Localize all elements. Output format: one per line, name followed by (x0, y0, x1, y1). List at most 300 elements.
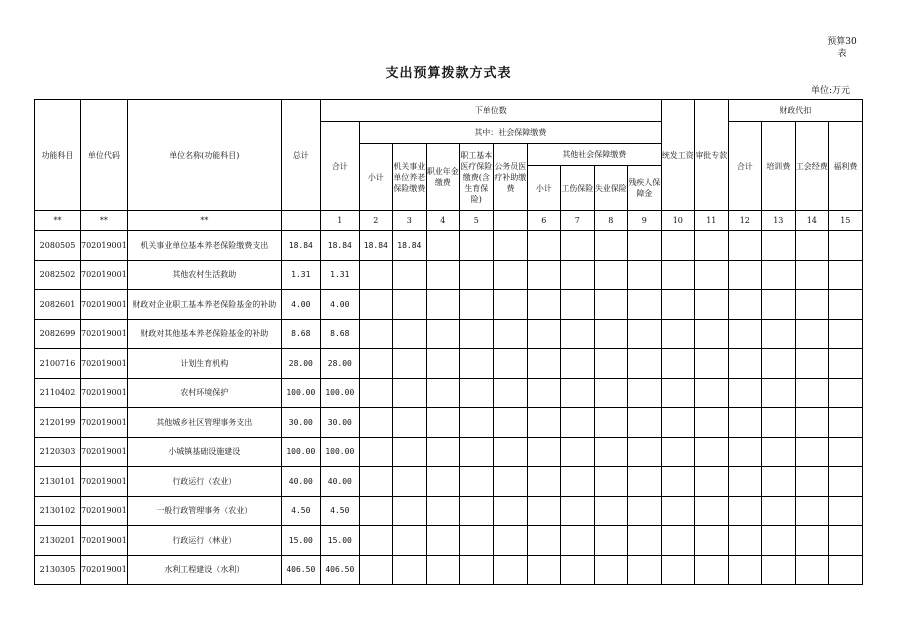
empty-cell (694, 260, 728, 290)
empty-cell (761, 378, 795, 408)
func-code-cell: 2130102 (35, 496, 81, 526)
social-subtotal-cell (359, 408, 392, 438)
unit-code-cell: 702019001 (81, 290, 128, 320)
empty-cell (661, 408, 694, 438)
empty-cell (594, 526, 627, 556)
org-pension-cell (392, 437, 426, 467)
index-cell: 2 (359, 211, 392, 231)
subtotal-cell: 30.00 (320, 408, 359, 438)
header-occupational-annuity: 职业年金缴费 (426, 144, 459, 211)
empty-cell (459, 408, 493, 438)
unit-label: 单位:万元 (810, 86, 850, 96)
empty-cell (459, 526, 493, 556)
empty-cell (459, 437, 493, 467)
unit-name-cell: 计划生育机构 (127, 349, 281, 379)
subtotal-cell: 15.00 (320, 526, 359, 556)
header-unemployment: 失业保险 (594, 166, 627, 211)
unit-code-cell: 702019001 (81, 378, 128, 408)
empty-cell (694, 378, 728, 408)
form-number (822, 36, 862, 60)
empty-cell (627, 467, 661, 497)
empty-cell (627, 319, 661, 349)
total-cell: 28.00 (281, 349, 320, 379)
social-subtotal-cell (359, 467, 392, 497)
empty-cell (795, 349, 828, 379)
index-cell: 15 (828, 211, 862, 231)
unit-code-cell: 702019001 (81, 555, 128, 585)
empty-cell (560, 378, 594, 408)
subtotal-cell: 4.50 (320, 496, 359, 526)
empty-cell (728, 496, 761, 526)
empty-cell (795, 526, 828, 556)
func-code-cell: 2120199 (35, 408, 81, 438)
empty-cell (795, 467, 828, 497)
empty-cell (426, 260, 459, 290)
empty-cell (594, 319, 627, 349)
empty-cell (761, 231, 795, 261)
empty-cell (627, 290, 661, 320)
empty-cell (728, 231, 761, 261)
func-code-cell: 2130201 (35, 526, 81, 556)
empty-cell (560, 260, 594, 290)
org-pension-cell: 18.84 (392, 231, 426, 261)
empty-cell (493, 290, 527, 320)
index-cell: 6 (527, 211, 560, 231)
empty-cell (795, 437, 828, 467)
empty-cell (728, 260, 761, 290)
total-cell: 40.00 (281, 467, 320, 497)
empty-cell (761, 319, 795, 349)
empty-cell (459, 378, 493, 408)
header-of-which-social: 其中：社会保障缴费 (359, 122, 661, 144)
index-cell: 3 (392, 211, 426, 231)
empty-cell (694, 467, 728, 497)
empty-cell (594, 231, 627, 261)
empty-cell (828, 260, 862, 290)
budget-table (34, 99, 863, 585)
org-pension-cell (392, 526, 426, 556)
empty-cell (493, 555, 527, 585)
header-lower-unit: 下单位数 (320, 100, 661, 122)
unit-code-cell: 702019001 (81, 349, 128, 379)
empty-cell (426, 437, 459, 467)
index-cell: 9 (627, 211, 661, 231)
func-code-cell: 2130101 (35, 467, 81, 497)
empty-cell (560, 526, 594, 556)
empty-cell (661, 555, 694, 585)
empty-cell (426, 231, 459, 261)
empty-cell (728, 319, 761, 349)
header-disabled: 残疾人保障金 (627, 166, 661, 211)
subtotal-cell: 406.50 (320, 555, 359, 585)
index-cell: 5 (459, 211, 493, 231)
unit-name-cell: 行政运行（农业） (127, 467, 281, 497)
unit-name-cell: 机关事业单位基本养老保险缴费支出 (127, 231, 281, 261)
unit-name-cell: 一般行政管理事务（农业） (127, 496, 281, 526)
index-cell: 10 (661, 211, 694, 231)
empty-cell (560, 408, 594, 438)
header-org-pension: 机关事业单位养老保险缴费 (392, 144, 426, 211)
subtotal-cell: 100.00 (320, 437, 359, 467)
subtotal-cell: 4.00 (320, 290, 359, 320)
empty-cell (459, 349, 493, 379)
empty-cell (828, 378, 862, 408)
table-row (35, 555, 863, 585)
empty-cell (694, 496, 728, 526)
empty-cell (694, 555, 728, 585)
org-pension-cell (392, 319, 426, 349)
table-row (35, 467, 863, 497)
empty-cell (761, 467, 795, 497)
unit-name-cell: 财政对企业职工基本养老保险基金的补助 (127, 290, 281, 320)
empty-cell (828, 555, 862, 585)
empty-cell (661, 496, 694, 526)
org-pension-cell (392, 260, 426, 290)
empty-cell (828, 408, 862, 438)
index-cell: ** (127, 211, 281, 231)
empty-cell (728, 378, 761, 408)
empty-cell (493, 349, 527, 379)
page-title: 支出预算拨款方式表 (385, 66, 512, 81)
empty-cell (627, 349, 661, 379)
subtotal-cell: 8.68 (320, 319, 359, 349)
empty-cell (426, 555, 459, 585)
empty-cell (728, 437, 761, 467)
table-row (35, 319, 863, 349)
header-union-fee: 工会经费 (795, 122, 828, 211)
header-civil-medical: 公务员医疗补助缴费 (493, 144, 527, 211)
empty-cell (627, 231, 661, 261)
table-row (35, 408, 863, 438)
empty-cell (459, 467, 493, 497)
empty-cell (493, 231, 527, 261)
header-subtotal-a: 合计 (320, 122, 359, 211)
table-row (35, 349, 863, 379)
empty-cell (828, 526, 862, 556)
empty-cell (828, 467, 862, 497)
empty-cell (728, 526, 761, 556)
empty-cell (594, 349, 627, 379)
empty-cell (828, 349, 862, 379)
org-pension-cell (392, 290, 426, 320)
index-cell: 4 (426, 211, 459, 231)
empty-cell (493, 408, 527, 438)
social-subtotal-cell (359, 349, 392, 379)
empty-cell (527, 408, 560, 438)
empty-cell (560, 349, 594, 379)
empty-cell (493, 526, 527, 556)
unit-code-cell: 702019001 (81, 260, 128, 290)
empty-cell (761, 496, 795, 526)
empty-cell (594, 290, 627, 320)
empty-cell (527, 290, 560, 320)
header-employee-medical: 职工基本医疗保险缴费(含生育保险) (459, 144, 493, 211)
empty-cell (493, 496, 527, 526)
org-pension-cell (392, 467, 426, 497)
empty-cell (594, 467, 627, 497)
empty-cell (594, 408, 627, 438)
empty-cell (761, 555, 795, 585)
subtotal-cell: 100.00 (320, 378, 359, 408)
empty-cell (560, 555, 594, 585)
func-code-cell: 2100716 (35, 349, 81, 379)
unit-code-cell: 702019001 (81, 526, 128, 556)
empty-cell (527, 467, 560, 497)
unit-name-cell: 其他城乡社区管理事务支出 (127, 408, 281, 438)
empty-cell (560, 290, 594, 320)
empty-cell (728, 290, 761, 320)
empty-cell (661, 231, 694, 261)
total-cell: 4.50 (281, 496, 320, 526)
empty-cell (761, 290, 795, 320)
empty-cell (560, 231, 594, 261)
empty-cell (761, 526, 795, 556)
total-cell: 1.31 (281, 260, 320, 290)
social-subtotal-cell: 18.84 (359, 231, 392, 261)
empty-cell (627, 260, 661, 290)
empty-cell (426, 290, 459, 320)
table-row (35, 231, 863, 261)
empty-cell (459, 319, 493, 349)
empty-cell (795, 290, 828, 320)
empty-cell (493, 467, 527, 497)
header-unit-name: 单位名称(功能科目) (127, 100, 281, 211)
empty-cell (627, 437, 661, 467)
header-other-subtotal: 小计 (527, 166, 560, 211)
index-cell: 13 (761, 211, 795, 231)
header-approval: 审批专款 (694, 100, 728, 211)
empty-cell (594, 555, 627, 585)
empty-cell (493, 437, 527, 467)
empty-cell (795, 231, 828, 261)
unit-name-cell: 行政运行（林业） (127, 526, 281, 556)
unit-name-cell: 财政对其他基本养老保险基金的补助 (127, 319, 281, 349)
empty-cell (661, 349, 694, 379)
subtotal-cell: 40.00 (320, 467, 359, 497)
subtotal-cell: 18.84 (320, 231, 359, 261)
empty-cell (527, 378, 560, 408)
unit-code-cell: 702019001 (81, 319, 128, 349)
empty-cell (694, 231, 728, 261)
empty-cell (426, 496, 459, 526)
func-code-cell: 2082699 (35, 319, 81, 349)
org-pension-cell (392, 349, 426, 379)
empty-cell (527, 496, 560, 526)
org-pension-cell (392, 378, 426, 408)
empty-cell (627, 526, 661, 556)
empty-cell (828, 437, 862, 467)
func-code-cell: 2110402 (35, 378, 81, 408)
empty-cell (828, 496, 862, 526)
empty-cell (661, 437, 694, 467)
empty-cell (527, 260, 560, 290)
total-cell: 4.00 (281, 290, 320, 320)
unit-name-cell: 农村环境保护 (127, 378, 281, 408)
empty-cell (594, 437, 627, 467)
index-row (35, 211, 863, 231)
unit-code-cell: 702019001 (81, 408, 128, 438)
empty-cell (426, 319, 459, 349)
header-salary: 统发工资 (661, 100, 694, 211)
table-row (35, 437, 863, 467)
total-cell: 406.50 (281, 555, 320, 585)
social-subtotal-cell (359, 555, 392, 585)
header-other-social: 其他社会保障缴费 (527, 144, 661, 166)
empty-cell (527, 231, 560, 261)
empty-cell (694, 349, 728, 379)
empty-cell (459, 555, 493, 585)
table-body (35, 231, 863, 585)
empty-cell (527, 319, 560, 349)
empty-cell (560, 437, 594, 467)
social-subtotal-cell (359, 526, 392, 556)
empty-cell (661, 467, 694, 497)
empty-cell (828, 290, 862, 320)
empty-cell (493, 378, 527, 408)
table-row (35, 260, 863, 290)
total-cell: 15.00 (281, 526, 320, 556)
index-cell: 7 (560, 211, 594, 231)
org-pension-cell (392, 408, 426, 438)
empty-cell (728, 408, 761, 438)
table-row (35, 496, 863, 526)
total-cell: 100.00 (281, 378, 320, 408)
empty-cell (627, 378, 661, 408)
total-cell: 100.00 (281, 437, 320, 467)
header-subtotal-b: 小计 (359, 144, 392, 211)
header-unit-code: 单位代码 (81, 100, 128, 211)
social-subtotal-cell (359, 290, 392, 320)
func-code-cell: 2130305 (35, 555, 81, 585)
unit-name-cell: 其他农村生活救助 (127, 260, 281, 290)
subtotal-cell: 28.00 (320, 349, 359, 379)
total-cell: 18.84 (281, 231, 320, 261)
empty-cell (459, 290, 493, 320)
unit-code-cell: 702019001 (81, 231, 128, 261)
unit-name-cell: 水利工程建设（水利） (127, 555, 281, 585)
empty-cell (795, 260, 828, 290)
index-cell: 1 (320, 211, 359, 231)
empty-cell (761, 260, 795, 290)
empty-cell (728, 555, 761, 585)
header-training: 培训费 (761, 122, 795, 211)
index-cell (493, 211, 527, 231)
form-number-line: 表 (837, 49, 847, 59)
empty-cell (761, 408, 795, 438)
empty-cell (828, 319, 862, 349)
index-cell: 12 (728, 211, 761, 231)
empty-cell (527, 526, 560, 556)
func-code-cell: 2080505 (35, 231, 81, 261)
table-row (35, 290, 863, 320)
empty-cell (694, 290, 728, 320)
empty-cell (661, 319, 694, 349)
empty-cell (527, 437, 560, 467)
unit-code-cell: 702019001 (81, 496, 128, 526)
total-cell: 30.00 (281, 408, 320, 438)
empty-cell (560, 467, 594, 497)
empty-cell (795, 496, 828, 526)
empty-cell (661, 378, 694, 408)
index-cell (281, 211, 320, 231)
empty-cell (426, 467, 459, 497)
unit-code-cell: 702019001 (81, 467, 128, 497)
empty-cell (426, 349, 459, 379)
table-header (35, 100, 863, 231)
empty-cell (694, 408, 728, 438)
empty-cell (661, 526, 694, 556)
empty-cell (594, 378, 627, 408)
social-subtotal-cell (359, 437, 392, 467)
empty-cell (627, 555, 661, 585)
empty-cell (694, 437, 728, 467)
unit-code-cell: 702019001 (81, 437, 128, 467)
table-row (35, 526, 863, 556)
header-total: 总计 (281, 100, 320, 211)
social-subtotal-cell (359, 319, 392, 349)
empty-cell (661, 290, 694, 320)
empty-cell (728, 349, 761, 379)
empty-cell (493, 260, 527, 290)
empty-cell (828, 231, 862, 261)
total-cell: 8.68 (281, 319, 320, 349)
social-subtotal-cell (359, 496, 392, 526)
empty-cell (426, 408, 459, 438)
header-func-code: 功能科目 (35, 100, 81, 211)
empty-cell (493, 319, 527, 349)
index-cell: ** (35, 211, 81, 231)
empty-cell (761, 437, 795, 467)
index-cell: ** (81, 211, 128, 231)
empty-cell (594, 496, 627, 526)
empty-cell (728, 467, 761, 497)
unit-name-cell: 小城镇基础设施建设 (127, 437, 281, 467)
header-fiscal-total: 合计 (728, 122, 761, 211)
org-pension-cell (392, 496, 426, 526)
header-injury: 工伤保险 (560, 166, 594, 211)
empty-cell (694, 526, 728, 556)
empty-cell (527, 555, 560, 585)
empty-cell (627, 408, 661, 438)
empty-cell (459, 496, 493, 526)
empty-cell (795, 555, 828, 585)
empty-cell (459, 260, 493, 290)
empty-cell (795, 408, 828, 438)
empty-cell (527, 349, 560, 379)
func-code-cell: 2120303 (35, 437, 81, 467)
func-code-cell: 2082601 (35, 290, 81, 320)
empty-cell (627, 496, 661, 526)
form-number-line: 预算30 (827, 37, 857, 47)
index-cell: 11 (694, 211, 728, 231)
empty-cell (594, 260, 627, 290)
empty-cell (426, 526, 459, 556)
empty-cell (795, 319, 828, 349)
subtotal-cell: 1.31 (320, 260, 359, 290)
empty-cell (795, 378, 828, 408)
header-welfare: 福利费 (828, 122, 862, 211)
table-row (35, 378, 863, 408)
empty-cell (560, 496, 594, 526)
empty-cell (694, 319, 728, 349)
social-subtotal-cell (359, 260, 392, 290)
index-cell: 8 (594, 211, 627, 231)
func-code-cell: 2082502 (35, 260, 81, 290)
empty-cell (761, 349, 795, 379)
empty-cell (560, 319, 594, 349)
social-subtotal-cell (359, 378, 392, 408)
index-cell: 14 (795, 211, 828, 231)
